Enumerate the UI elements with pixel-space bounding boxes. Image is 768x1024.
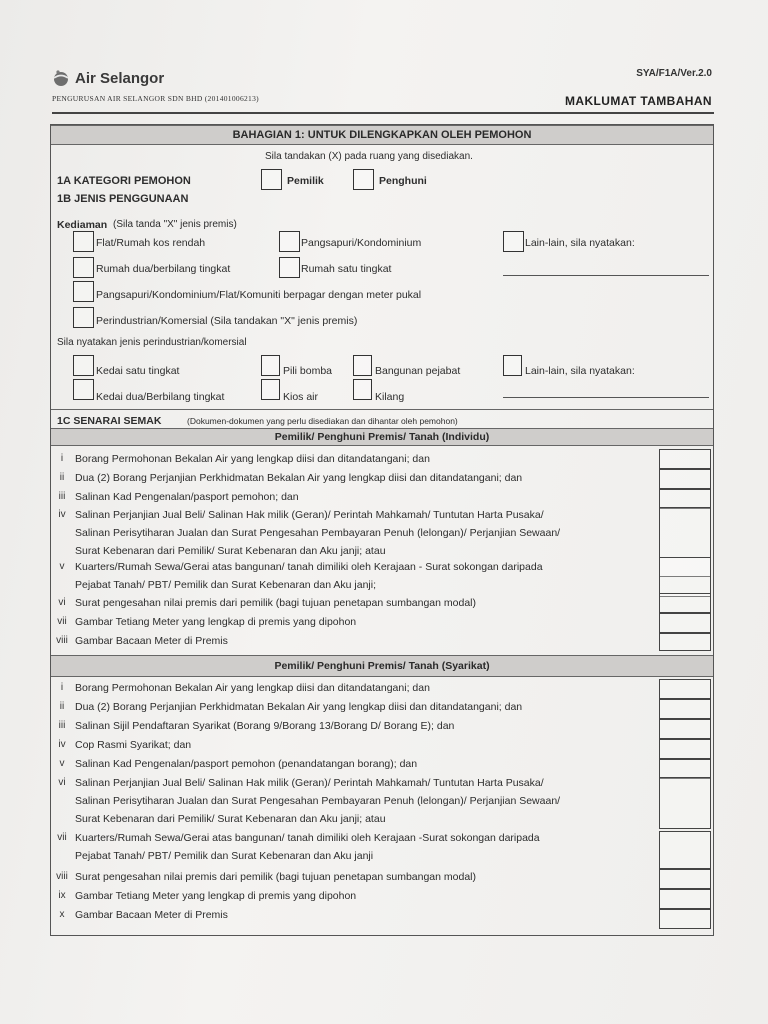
brand-logo [52,68,164,88]
checkbox-kios-air[interactable] [261,379,280,400]
form-code: SYA/F1A/Ver.2.0 [636,68,712,79]
option-bangunan-pejabat: Bangunan pejabat [375,365,461,377]
item-number: vii [57,832,67,843]
company-subheader: Pemilik/ Penghuni Premis/ Tanah (Syarikat) [51,655,713,677]
category-label: 1A KATEGORI PEMOHON [57,175,191,187]
checklist-box[interactable] [659,679,711,699]
checkbox-komuniti-berpagar[interactable] [73,281,94,302]
item-text: Surat pengesahan nilai premis dari pemilik (bagi tujuan penetapan sumbangan modal) [75,597,476,609]
item-text: Salinan Kad Pengenalan/pasport pemohon (penandatangan borang); dan [75,758,418,770]
individual-subheader: Pemilik/ Penghuni Premis/ Tanah (Individu) [51,428,713,446]
checkbox-rumah-satu-tingkat[interactable] [279,257,300,278]
checkbox-pangsapuri[interactable] [279,231,300,252]
option-kedai-dua-tingkat: Kedai dua/Berbilang tingkat [96,391,225,403]
item-text: Gambar Tetiang Meter yang lengkap di premis yang dipohon [75,890,357,902]
option-kios-air: Kios air [283,391,319,403]
item-number: iii [58,491,66,502]
checklist-box[interactable] [659,889,711,909]
item-text: Kuarters/Rumah Sewa/Gerai atas bangunan/ tanah dimiliki oleh Kerajaan -Surat sokongan daripada [75,832,540,844]
usage-label: 1B JENIS PENGGUNAAN [57,193,189,205]
item-number: ii [59,701,65,712]
item-number: vii [57,616,67,627]
residential-note: (Sila tanda "X" jenis premis) [113,219,237,230]
checkbox-pemilik[interactable] [261,169,282,190]
industrial-note: Sila nyatakan jenis perindustrian/komersial [57,337,247,348]
item-number: iv [58,739,66,750]
checkbox-bangunan-pejabat[interactable] [353,355,372,376]
item-text: Salinan Sijil Pendaftaran Syarikat (Borang 9/Borang 13/Borang D/ Borang E); dan [75,720,455,732]
checklist-box[interactable] [659,719,711,739]
item-number: ix [58,890,66,901]
option-perindustrian: Perindustrian/Komersial (Sila tandakan "X" jenis premis) [96,315,358,327]
checkbox-kedai-dua-tingkat[interactable] [73,379,94,400]
item-text: Pejabat Tanah/ PBT/ Pemilik dan Surat Kebenaran dan Aku janji [75,850,374,862]
checkbox-kilang[interactable] [353,379,372,400]
option-komuniti-berpagar: Pangsapuri/Kondominium/Flat/Komuniti berpagar dengan meter pukal [96,289,422,301]
item-text: Dua (2) Borang Perjanjian Perkhidmatan Bekalan Air yang lengkap diisi dan ditandatangani; dan [75,701,523,713]
item-text: Salinan Kad Pengenalan/pasport pemohon; dan [75,491,299,503]
checklist-box[interactable] [659,909,711,929]
option-lain-lain-komersial: Lain-lain, sila nyatakan: [525,365,635,377]
option-kilang: Kilang [375,391,405,403]
application-form [50,124,714,936]
item-text: Surat Kebenaran dari Pemilik/ Surat Kebenaran dan Aku janji; atau [75,813,386,825]
item-number: viii [56,871,68,882]
item-text: Pejabat Tanah/ PBT/ Pemilik dan Surat Kebenaran dan Aku janji; [75,579,376,591]
brand-name: Air Selangor [75,69,165,87]
option-pangsapuri: Pangsapuri/Kondominium [301,237,422,249]
checkbox-lain-lain-komersial[interactable] [503,355,522,376]
checkbox-kedai-satu-tingkat[interactable] [73,355,94,376]
item-number: iii [58,720,66,731]
checklist-box[interactable] [659,699,711,719]
item-text: Kuarters/Rumah Sewa/Gerai atas bangunan/ tanah dimiliki oleh Kerajaan - Surat sokongan daripada [75,561,543,573]
header-divider [52,112,714,114]
checklist-box[interactable] [659,593,711,613]
checkbox-penghuni[interactable] [353,169,374,190]
item-number: vi [58,777,66,788]
checklist-box[interactable] [659,759,711,779]
checklist-box[interactable] [659,633,711,651]
checkbox-lain-lain-kediaman[interactable] [503,231,524,252]
item-number: x [59,909,65,920]
option-rumah-satu-tingkat: Rumah satu tingkat [301,263,392,275]
checklist-label: 1C SENARAI SEMAK [57,415,162,427]
section-title: BAHAGIAN 1: UNTUK DILENGKAPKAN OLEH PEMOHON [51,125,713,145]
item-number: ii [59,472,65,483]
checklist-box[interactable] [659,777,711,829]
checklist-note: (Dokumen-dokumen yang perlu disediakan dan dihantar oleh pemohon) [187,416,458,426]
item-text: Gambar Bacaan Meter di Premis [75,635,228,647]
checklist-box[interactable] [659,469,711,489]
option-pemilik: Pemilik [287,175,324,187]
water-drop-icon [52,69,70,87]
option-flat-kos-rendah: Flat/Rumah kos rendah [96,237,206,249]
item-text: Surat Kebenaran dari Pemilik/ Surat Kebenaran dan Aku janji; atau [75,545,386,557]
item-text: Gambar Bacaan Meter di Premis [75,909,228,921]
item-text: Borang Permohonan Bekalan Air yang lengkap diisi dan ditandatangani; dan [75,453,430,465]
item-text: Borang Permohonan Bekalan Air yang lengkap diisi dan ditandatangani; dan [75,682,430,694]
checklist-box[interactable] [659,739,711,759]
checkbox-flat-kos-rendah[interactable] [73,231,94,252]
checkbox-pili-bomba[interactable] [261,355,280,376]
form-header [52,62,714,112]
item-text: Salinan Perjanjian Jual Beli/ Salinan Hak milik (Geran)/ Perintah Mahkamah/ Tuntutan Harta Pusaka/ [75,777,544,789]
item-number: viii [56,635,68,646]
item-number: iv [58,509,66,520]
item-text: Salinan Perisytiharan Jualan dan Surat Pengesahan Pembayaran Penuh (lelongan)/ Perjanjian Sewaan/ [75,527,561,539]
item-number: vi [58,597,66,608]
lain-lain-kediaman-field[interactable] [503,275,709,276]
option-penghuni: Penghuni [379,175,427,187]
item-text: Salinan Perjanjian Jual Beli/ Salinan Hak milik (Geran)/ Perintah Mahkamah/ Tuntutan Harta Pusaka/ [75,509,544,521]
item-number: i [60,682,64,693]
section-divider [51,409,713,410]
checklist-box[interactable] [659,449,711,469]
checklist-box[interactable] [659,869,711,889]
checklist-box[interactable] [659,557,711,597]
checklist-box[interactable] [659,613,711,633]
option-kedai-satu-tingkat: Kedai satu tingkat [96,365,180,377]
option-lain-lain-kediaman: Lain-lain, sila nyatakan: [525,237,635,249]
instruction-text: Sila tandakan (X) pada ruang yang disediakan. [265,151,473,162]
item-text: Dua (2) Borang Perjanjian Perkhidmatan Bekalan Air yang lengkap diisi dan ditandatangani; dan [75,472,523,484]
company-name: PENGURUSAN AIR SELANGOR SDN BHD (201401006213) [52,94,259,103]
option-rumah-dua-tingkat: Rumah dua/berbilang tingkat [96,263,231,275]
lain-lain-komersial-field[interactable] [503,397,709,398]
item-number: i [60,453,64,464]
checkbox-rumah-dua-tingkat[interactable] [73,257,94,278]
item-number: v [59,758,65,769]
item-text: Cop Rasmi Syarikat; dan [75,739,192,751]
document-title: MAKLUMAT TAMBAHAN [565,94,712,108]
item-number: v [59,561,65,572]
option-pili-bomba: Pili bomba [283,365,333,377]
checklist-box[interactable] [659,831,711,869]
item-text: Gambar Tetiang Meter yang lengkap di premis yang dipohon [75,616,357,628]
residential-label: Kediaman [57,219,108,231]
item-text: Surat pengesahan nilai premis dari pemilik (bagi tujuan penetapan sumbangan modal) [75,871,476,883]
checklist-box[interactable] [659,489,711,509]
item-text: Salinan Perisytiharan Jualan dan Surat Pengesahan Pembayaran Penuh (lelongan)/ Perjanjian Sewaan/ [75,795,561,807]
checkbox-perindustrian[interactable] [73,307,94,328]
